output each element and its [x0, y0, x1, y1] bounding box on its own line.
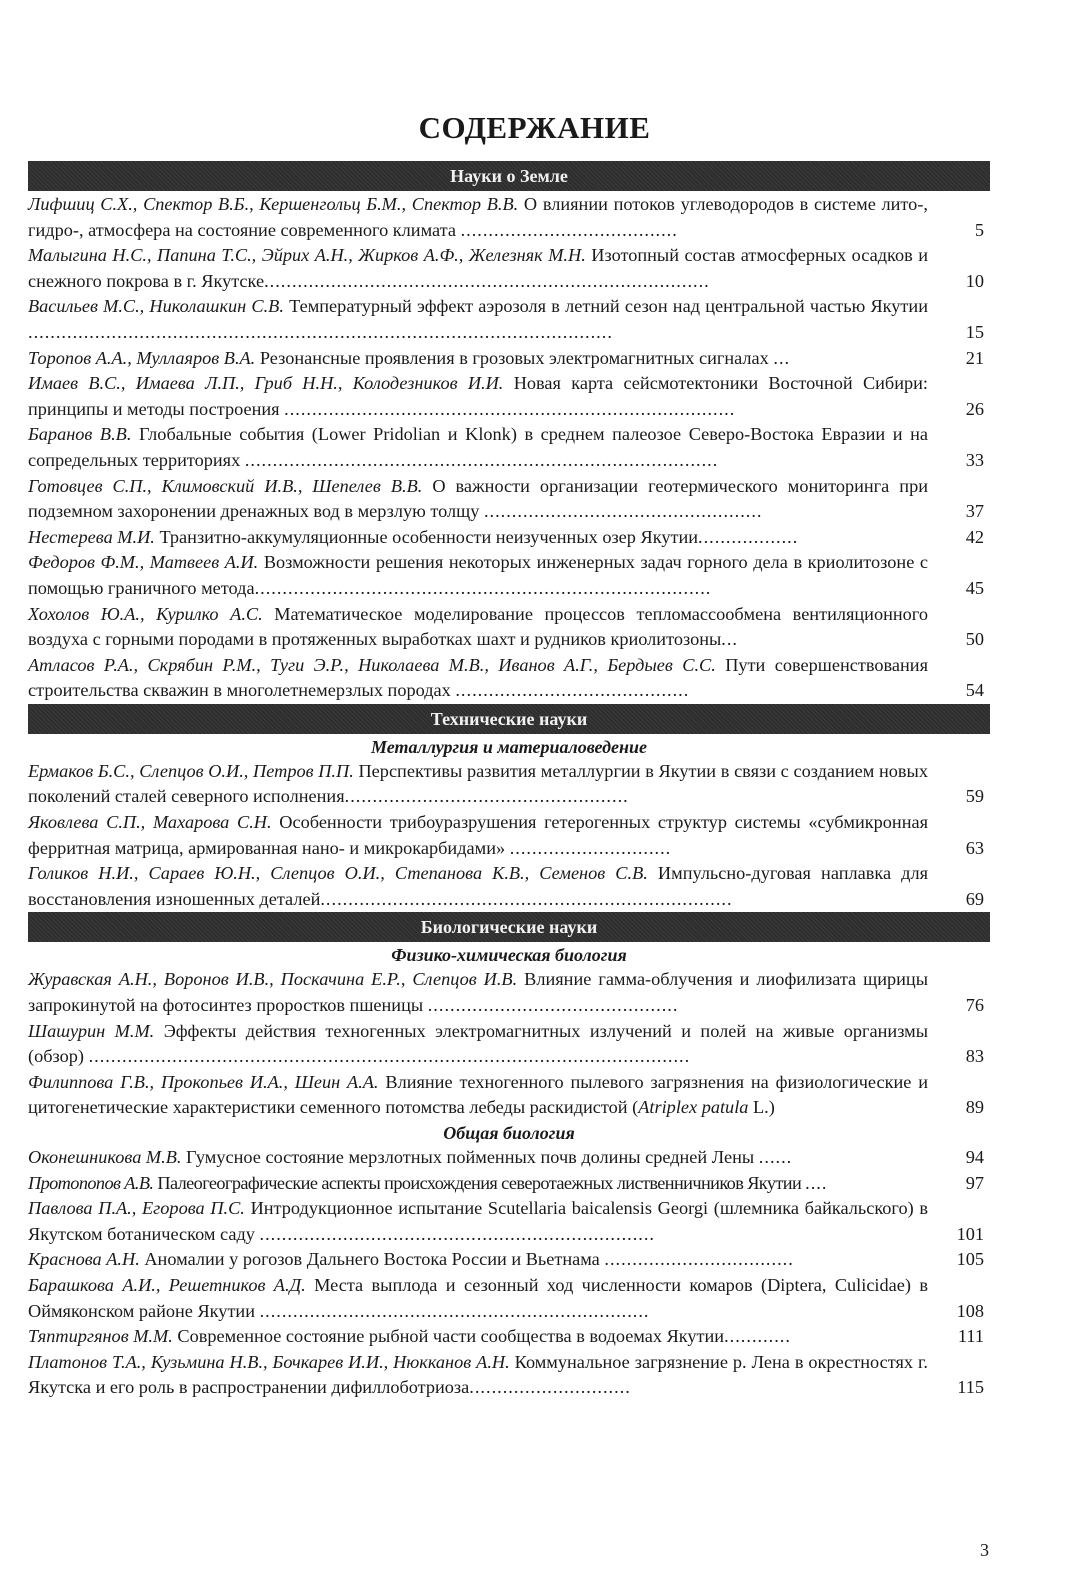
- entry-title: Палеогеографические аспекты происхождения северотаежных лиственничников Якутии: [157, 1172, 802, 1193]
- entry-page: 37: [965, 501, 984, 522]
- entry-page: 115: [957, 1377, 984, 1398]
- toc-entry[interactable]: [28, 1324, 990, 1350]
- toc-entry[interactable]: [28, 1247, 990, 1273]
- entry-authors: Лифшиц С.Х., Спектор В.Б., Кершенгольц Б.М., Спектор В.В.: [28, 194, 519, 214]
- leader-dots: ...: [721, 629, 738, 650]
- toc-entry[interactable]: [28, 1070, 990, 1121]
- entry-page: 76: [965, 995, 984, 1016]
- toc-entry[interactable]: [28, 1145, 990, 1171]
- leader-dots: ............: [724, 1326, 791, 1347]
- section-header-technical-sciences: Технические науки: [28, 704, 990, 734]
- entry-authors: Нестерева М.И.: [28, 526, 155, 547]
- leader-dots: .....................................................................................: [244, 449, 719, 470]
- leader-dots: ...................................................: [344, 786, 629, 807]
- entry-page: 111: [957, 1326, 984, 1347]
- section-header-biological-sciences: Биологические науки: [28, 912, 990, 942]
- entry-title: Аномалии у рогозов Дальнего Востока России и Вьетнама: [144, 1249, 600, 1270]
- leader-dots: ..................: [698, 526, 799, 547]
- toc-entry[interactable]: [28, 1196, 990, 1247]
- toc-entry[interactable]: [28, 346, 990, 372]
- entry-title: Перспективы развития металлургии в Якутии в связи с созданием новых поколений сталей северного исполнения: [28, 760, 928, 807]
- entry-title: Импульсно-дуговая наплавка для восстановления изношенных деталей: [28, 863, 928, 909]
- toc-entry[interactable]: [28, 525, 990, 551]
- entry-title: Возможности решения некоторых инженерных задач горного дела в криолитозоне с помощью граничного метода: [28, 552, 928, 598]
- entry-page: 89: [965, 1097, 984, 1118]
- entry-page: 94: [965, 1147, 984, 1167]
- entry-authors: Хохолов Ю.А., Курилко А.С.: [28, 603, 263, 624]
- toc-entry[interactable]: [28, 653, 990, 704]
- entry-authors: Барашкова А.И., Решетников А.Д.: [28, 1274, 306, 1295]
- entry-authors: Протопопов А.В.: [28, 1172, 154, 1193]
- leader-dots: .............................: [509, 837, 672, 858]
- entry-title: Пути совершенствования строительства скважин в многолетнемерзлых породах: [28, 654, 928, 701]
- entry-title: Места выплода и сезонный ход численности комаров (Diptera, Culicidae) в Оймяконском районе Якутии: [28, 1274, 928, 1321]
- entry-authors: Тяптиргянов М.М.: [28, 1326, 173, 1347]
- toc-entry[interactable]: [28, 602, 990, 653]
- entry-title: О важности организации геотермического мониторинга при подземном захоронении дренажных вод в мерзлую толщу: [28, 475, 928, 522]
- entry-title: Интродукционное испытание Scutellaria baicalensis Georgi (шлемника байкальского) в Якутском ботаническом саду: [28, 1198, 928, 1244]
- toc-entry[interactable]: [28, 474, 990, 525]
- entry-title: Глобальные события (Lower Pridolian и Klonk) в среднем палеозое Северо-Востока Евразии и на сопредельных территориях: [28, 424, 928, 470]
- entry-authors: Готовцев С.П., Климовский И.В., Шепелев В.В.: [28, 475, 423, 496]
- leader-dots: ..........................................: [455, 680, 690, 701]
- leader-dots: .......................................: [460, 219, 678, 240]
- toc-entry[interactable]: [28, 810, 990, 861]
- entry-page: 97: [965, 1172, 984, 1193]
- leader-dots: .............................................: [427, 995, 679, 1016]
- leader-dots: .................................................................................: [284, 398, 736, 419]
- leader-dots: ..................................................................................: [254, 577, 712, 598]
- page-title: СОДЕРЖАНИЕ: [418, 110, 651, 145]
- entry-title-scientific-name: Atriplex patula: [638, 1097, 749, 1118]
- entry-authors: Краснова А.Н.: [28, 1249, 140, 1270]
- entry-authors: Имаев В.С., Имаева Л.П., Гриб Н.Н., Колодезников И.И.: [28, 373, 504, 394]
- toc-entry[interactable]: [28, 1019, 990, 1070]
- entry-authors: Атласов Р.А., Скрябин Р.М., Туги Э.Р., Николаева М.В., Иванов А.Г., Бердыев С.С.: [28, 654, 716, 675]
- entry-page: 59: [965, 786, 984, 807]
- entry-title: Влияние техногенного пылевого загрязнения на физиологические и цитогенетические характеристики семенного потомства лебеды раскидистой (: [28, 1071, 929, 1118]
- entry-title: Математическое моделирование процессов тепломассообмена вентиляционного воздуха с горными породами в протяженных выработках шахт и рудников криолитозоны: [28, 603, 928, 650]
- entry-page: 108: [956, 1300, 984, 1321]
- entry-authors: Филиппова Г.В., Прокопьев И.А., Шеин А.А.: [28, 1071, 379, 1092]
- section-technical-sciences: [28, 735, 990, 913]
- entry-authors: Журавская А.Н., Воронов И.В., Поскачина Е.Р., Слепцов И.В.: [28, 969, 518, 990]
- entry-title: Коммунальное загрязнение р. Лена в окрестностях г. Якутска и его роль в распространении дифиллоботриоза: [28, 1351, 929, 1398]
- toc-entry[interactable]: [28, 192, 990, 243]
- toc-entry[interactable]: [28, 550, 990, 601]
- section-biological-sciences: [28, 943, 990, 1401]
- section-earth-sciences: [28, 192, 990, 704]
- entry-page: 5: [974, 219, 984, 240]
- entry-title: Температурный эффект аэрозоля в летний сезон над центральной частью Якутии: [289, 296, 928, 317]
- page-number: 3: [980, 1540, 989, 1560]
- toc-entry[interactable]: [28, 861, 990, 912]
- section-header-earth-sciences: Науки о Земле: [28, 161, 990, 191]
- entry-page: 21: [965, 347, 984, 368]
- toc-entry[interactable]: [28, 1350, 990, 1401]
- leader-dots: ......................................................................: [259, 1300, 650, 1321]
- leader-dots: ...: [773, 347, 791, 368]
- leader-dots: ..........................................................................: [320, 888, 733, 909]
- leader-dots: .........................................................................................................: [28, 321, 613, 342]
- entry-page: 10: [965, 270, 984, 291]
- entry-page: 63: [965, 837, 984, 858]
- subsection-title: Металлургия и материаловедение: [370, 736, 648, 757]
- entry-authors: Платонов Т.А., Кузьмина Н.В., Бочкарев И.И., Нюкканов А.Н.: [28, 1351, 510, 1372]
- entry-authors: Васильев М.С., Николашкин С.В.: [28, 296, 284, 317]
- leader-dots: .............................: [469, 1377, 631, 1398]
- leader-dots: ..................................: [604, 1249, 794, 1270]
- entry-authors: Павлова П.А., Егорова П.С.: [28, 1198, 245, 1219]
- entry-page: 69: [965, 888, 984, 909]
- toc-entry[interactable]: [28, 967, 990, 1018]
- table-of-contents: [28, 161, 990, 1401]
- entry-page: 50: [965, 629, 984, 650]
- entry-authors: Ермаков Б.С., Слепцов О.И., Петров П.П.: [28, 760, 354, 781]
- leader-dots: ......: [758, 1147, 793, 1167]
- entry-page: 101: [956, 1223, 984, 1244]
- entry-title: Изотопный состав атмосферных осадков и снежного покрова в г. Якутске: [28, 245, 928, 291]
- entry-authors: Баранов В.В.: [28, 424, 132, 445]
- entry-title: Эффекты действия техногенных электромагнитных излучений и полей на живые организмы (обзор): [28, 1020, 929, 1067]
- toc-entry[interactable]: [28, 243, 990, 294]
- leader-dots: .......................................................................: [259, 1223, 655, 1244]
- entry-title: Гумусное состояние мерзлотных пойменных почв долины средней Лены: [186, 1147, 755, 1167]
- toc-entry[interactable]: [28, 294, 990, 345]
- entry-authors: Голиков Н.И., Сараев Ю.Н., Слепцов О.И., Степанова К.В., Семенов С.В.: [28, 863, 648, 884]
- entry-page: 45: [965, 577, 984, 598]
- entry-page: 83: [965, 1046, 984, 1067]
- entry-page: 26: [965, 398, 984, 419]
- entry-title: О влиянии потоков углеводородов в системе лито-, гидро-, атмосфера на состояние современного климата: [28, 194, 928, 240]
- entry-authors: Оконешникова М.В.: [28, 1147, 182, 1167]
- subsection-title: Общая биология: [443, 1123, 575, 1143]
- entry-title: Резонансные проявления в грозовых электромагнитных сигналах: [259, 347, 769, 368]
- entry-authors: Малыгина Н.С., Папина Т.С., Эйрих А.Н., Жирков А.Ф., Железняк М.Н.: [28, 245, 586, 266]
- toc-entry[interactable]: [28, 371, 990, 422]
- entry-authors: Яковлева С.П., Махарова С.Н.: [28, 812, 272, 833]
- leader-dots: ................................................................................: [264, 270, 710, 291]
- entry-title: Особенности трибоуразрушения гетерогенных структур системы «субмикронная ферритная матрица, армированная нано- и микрокарбидами»: [28, 812, 928, 858]
- entry-authors: Федоров Ф.М., Матвеев А.И.: [28, 552, 259, 573]
- leader-dots: ....: [805, 1172, 828, 1193]
- entry-title: Транзитно-аккумуляционные особенности неизученных озер Якутии: [159, 526, 699, 547]
- entry-title: Новая карта сейсмотектоники Восточной Сибири: принципы и методы построения: [28, 373, 929, 419]
- toc-entry[interactable]: [28, 759, 990, 810]
- entry-page: 15: [965, 321, 984, 342]
- toc-entry[interactable]: [28, 1171, 990, 1197]
- entry-authors: Шашурин М.М.: [28, 1020, 155, 1041]
- entry-page: 42: [965, 526, 984, 547]
- entry-title-end: L.): [748, 1097, 775, 1118]
- leader-dots: ..................................................: [483, 501, 763, 522]
- toc-entry[interactable]: [28, 1273, 990, 1324]
- leader-dots: ............................................................................................................: [88, 1046, 691, 1067]
- subsection-title: Физико-химическая биология: [391, 945, 627, 966]
- entry-page: 105: [956, 1249, 984, 1270]
- entry-page: 54: [965, 680, 984, 701]
- entry-title: Современное состояние рыбной части сообщества в водоемах Якутии: [177, 1326, 725, 1347]
- toc-entry[interactable]: [28, 422, 990, 473]
- entry-page: 33: [965, 449, 984, 470]
- entry-authors: Торопов А.А., Муллаяров В.А.: [28, 347, 256, 368]
- entry-title: Влияние гамма-облучения и лиофилизата щирицы запрокинутой на фотосинтез проростков пшеницы: [28, 969, 928, 1016]
